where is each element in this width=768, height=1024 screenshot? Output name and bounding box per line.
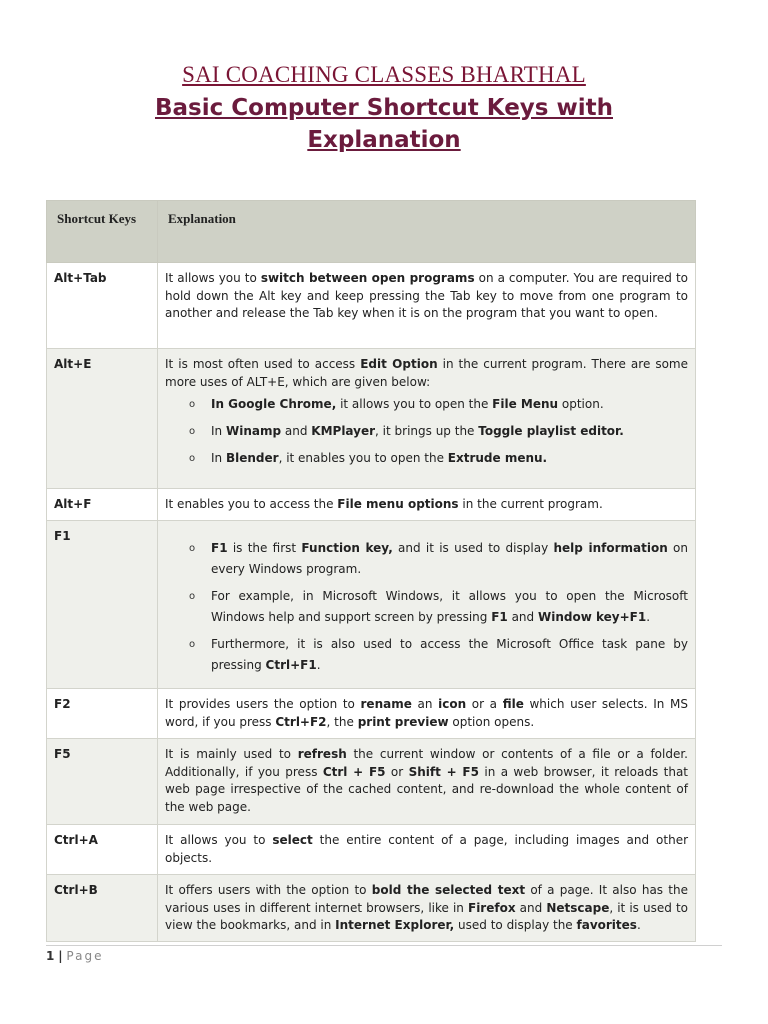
page-number: 1 [46, 949, 55, 963]
text-segment: It offers users with the option to [165, 883, 372, 897]
table-row [47, 875, 696, 942]
text-segment: , it enables you to open the [278, 451, 448, 465]
bold-term: help information [553, 541, 668, 555]
text-segment: on every Windows program. [211, 541, 688, 576]
text-segment: It allows you to [165, 271, 261, 285]
bold-term: F1 [491, 610, 508, 624]
explanation-cell [158, 349, 696, 489]
explanation-cell [158, 521, 696, 689]
explanation-cell [158, 689, 696, 739]
bold-term: Function key, [301, 541, 393, 555]
text-segment: and it is used to display [392, 541, 554, 555]
shortcut-key: F5 [47, 739, 158, 825]
title-line-1: Basic Computer Shortcut Keys with [155, 95, 613, 121]
shortcut-key: F2 [47, 689, 158, 739]
text-segment: . [646, 610, 651, 624]
bold-term: Internet Explorer, [335, 918, 455, 932]
text-segment: or [385, 764, 409, 779]
organization-name: SAI COACHING CLASSES BHARTHAL [182, 62, 586, 87]
text-segment: in a web browser, it reloads that web page irrespective of the cached content, and re-download the whole content of the web page. [165, 764, 689, 814]
text-segment: in the current program. [458, 497, 603, 511]
list-item [211, 538, 688, 580]
page-label: Page [66, 949, 104, 963]
footer-divider [46, 945, 722, 946]
bold-term: Shift + F5 [408, 764, 479, 779]
bold-term: Firefox [468, 900, 516, 915]
text-segment: , it is used to view the bookmarks, and in [165, 900, 688, 932]
text-segment: In [211, 424, 226, 438]
explanation-text [165, 356, 688, 391]
list-item [211, 586, 688, 628]
footer-separator: | [58, 949, 63, 963]
text-segment: used to display the [454, 918, 577, 932]
bold-term: F1 [211, 541, 228, 555]
column-header-explanation: Explanation [158, 201, 696, 263]
text-segment: in the current program. There are some more uses of ALT+E, which are given below: [165, 357, 688, 389]
bullet-list [165, 538, 688, 676]
text-segment: It enables you to access the [165, 497, 338, 511]
shortcut-key: F1 [47, 521, 158, 689]
text-segment: It is mainly used to [165, 747, 298, 761]
bold-term: Ctrl+F2 [275, 714, 327, 729]
column-header-shortcut: Shortcut Keys [47, 201, 158, 263]
bold-term: File Menu [492, 397, 559, 411]
text-segment: which user selects. In MS word, if you press [165, 697, 689, 729]
bold-term: Netscape [546, 900, 610, 915]
text-segment: In [211, 451, 226, 465]
bold-term: Ctrl + F5 [322, 764, 386, 779]
document-header [0, 62, 768, 156]
bold-term: print preview [357, 714, 449, 729]
text-segment: an [411, 697, 439, 711]
shortcut-key: Alt+E [47, 349, 158, 489]
text-segment: It provides users the option to [165, 697, 361, 711]
text-segment: . [316, 658, 321, 672]
list-item [211, 421, 688, 442]
bold-term: Blender [225, 451, 279, 465]
explanation-text [165, 696, 688, 731]
bold-term: Toggle playlist editor. [478, 424, 624, 438]
text-segment: and [507, 610, 538, 624]
text-segment: option. [558, 397, 604, 411]
explanation-cell [158, 739, 696, 825]
text-segment: It is most often used to access [165, 357, 361, 371]
explanation-cell [158, 825, 696, 875]
bold-term: bold the selected text [371, 883, 526, 897]
table-header-row [47, 201, 696, 263]
list-item [211, 448, 688, 469]
shortcut-keys-table [46, 200, 696, 942]
explanation-text [165, 746, 688, 816]
bold-term: select [272, 833, 313, 847]
bold-term: refresh [297, 747, 347, 761]
table-body [47, 263, 696, 942]
bold-term: Window key+F1 [537, 610, 647, 624]
text-segment: it allows you to open the [336, 397, 493, 411]
explanation-cell [158, 489, 696, 521]
text-segment: , the [326, 714, 358, 729]
explanation-text [165, 270, 688, 323]
text-segment: is the first [227, 541, 302, 555]
text-segment: For example, in Microsoft Windows, it allows you to open the Microsoft Windows help and support screen by pressing [211, 589, 688, 624]
explanation-text [165, 496, 688, 514]
shortcut-key: Alt+Tab [47, 263, 158, 349]
explanation-cell [158, 263, 696, 349]
bold-term: In Google Chrome, [211, 397, 337, 411]
bold-term: rename [360, 697, 412, 711]
explanation-cell [158, 875, 696, 942]
text-segment: of a page. It also has the various uses in different internet browsers, like in [165, 883, 689, 915]
text-segment: the entire content of a page, including images and other objects. [165, 833, 689, 865]
bold-term: File menu options [337, 497, 459, 511]
text-segment: the current window or contents of a file or a folder. Additionally, if you press [165, 747, 688, 779]
bold-term: Edit Option [360, 357, 438, 371]
table-row [47, 263, 696, 349]
text-segment: and [281, 424, 312, 438]
text-segment: or a [466, 697, 503, 711]
table-row [47, 689, 696, 739]
title-line-2: Explanation [307, 127, 461, 153]
list-item [211, 394, 688, 415]
shortcut-key: Ctrl+B [47, 875, 158, 942]
bold-term: favorites [576, 918, 637, 932]
list-item [211, 634, 688, 676]
bold-term: Extrude menu. [447, 451, 548, 465]
shortcut-key: Ctrl+A [47, 825, 158, 875]
text-segment: Furthermore, it is also used to access the Microsoft Office task pane by pressing [211, 637, 688, 672]
explanation-text [165, 882, 688, 935]
text-segment: option opens. [448, 714, 535, 729]
shortcut-key: Alt+F [47, 489, 158, 521]
document-title [0, 92, 768, 156]
table-row [47, 349, 696, 489]
explanation-text [165, 832, 688, 867]
table-row [47, 739, 696, 825]
table-row [47, 825, 696, 875]
table-row [47, 521, 696, 689]
text-segment: and [515, 900, 547, 915]
bold-term: switch between open programs [260, 271, 475, 285]
table-row [47, 489, 696, 521]
bold-term: KMPlayer [311, 424, 376, 438]
bold-term: Ctrl+F1 [265, 658, 317, 672]
bold-term: Winamp [225, 424, 282, 438]
text-segment: on a computer. You are required to hold down the Alt key and keep pressing the Tab key to move from one program to another and release the Tab key when it is on the program that you want to open. [165, 271, 688, 320]
page-footer [46, 949, 103, 963]
text-segment: . [636, 918, 641, 932]
text-segment: It allows you to [165, 833, 273, 847]
bold-term: icon [438, 697, 467, 711]
bold-term: file [502, 697, 524, 711]
text-segment: , it brings up the [375, 424, 479, 438]
bullet-list [165, 394, 688, 469]
